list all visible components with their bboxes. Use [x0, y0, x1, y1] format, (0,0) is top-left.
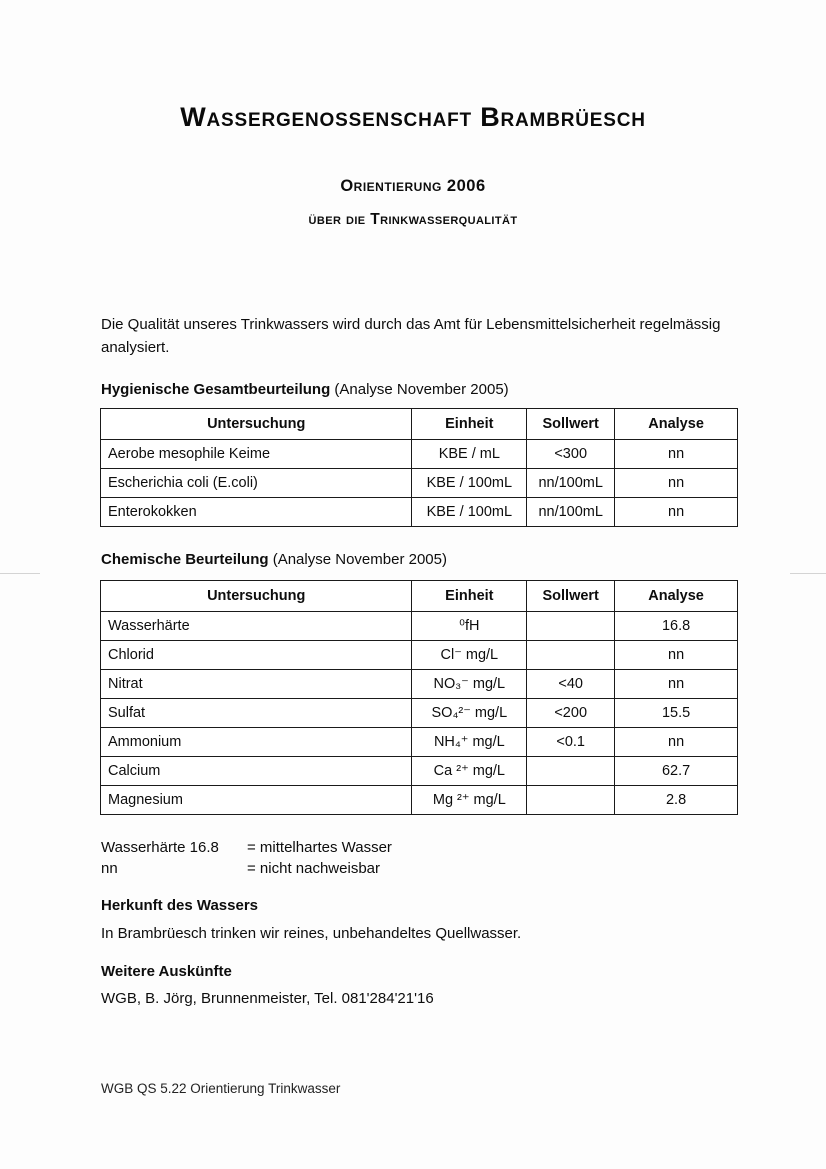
cell-name: Chlorid	[101, 641, 412, 670]
cell-sollwert: <300	[527, 440, 615, 469]
table-row	[101, 670, 738, 699]
page-title: Wassergenossenschaft Brambrüesch	[180, 102, 646, 133]
auskunft-contact-text: WGB, B. Jörg, Brunnenmeister, Tel. 081'284'21'16	[101, 990, 434, 1007]
cell-name: Escherichia coli (E.coli)	[101, 469, 412, 498]
legend-value: = mittelhartes Wasser	[247, 839, 392, 856]
cell-unit: Ca ²⁺ mg/L	[412, 757, 527, 786]
cell-name: Enterokokken	[101, 498, 412, 527]
cell-unit: NH₄⁺ mg/L	[412, 728, 527, 757]
cell-unit: KBE / mL	[412, 440, 527, 469]
cell-analyse: nn	[615, 440, 738, 469]
cell-sollwert: nn/100mL	[527, 469, 615, 498]
table-row	[101, 641, 738, 670]
cell-analyse: nn	[615, 469, 738, 498]
column-header-sollwert: Sollwert	[527, 409, 615, 440]
footer-reference: WGB QS 5.22 Orientierung Trinkwasser	[101, 1081, 341, 1096]
column-header-untersuchung: Untersuchung	[101, 581, 412, 612]
cell-analyse: nn	[615, 728, 738, 757]
cell-name: Calcium	[101, 757, 412, 786]
cell-unit: SO₄²⁻ mg/L	[412, 699, 527, 728]
legend-item	[101, 858, 392, 879]
cell-analyse: nn	[615, 670, 738, 699]
cell-sollwert	[527, 786, 615, 815]
cell-analyse: nn	[615, 641, 738, 670]
cell-unit: NO₃⁻ mg/L	[412, 670, 527, 699]
table-row	[101, 440, 738, 469]
auskunft-heading: Weitere Auskünfte	[101, 963, 232, 980]
cell-unit: Mg ²⁺ mg/L	[412, 786, 527, 815]
hygiene-heading-note: (Analyse November 2005)	[330, 381, 509, 398]
subtitle-orientation: Orientierung 2006	[340, 177, 486, 195]
legend-key: nn	[101, 860, 118, 877]
table-row	[101, 757, 738, 786]
cell-analyse: 2.8	[615, 786, 738, 815]
table-row	[101, 498, 738, 527]
column-header-einheit: Einheit	[412, 409, 527, 440]
chemical-section-heading	[101, 551, 447, 568]
scan-artifact	[790, 573, 826, 574]
cell-analyse: 62.7	[615, 757, 738, 786]
table-header-row	[101, 581, 738, 612]
subtitle-quality: über die Trinkwasserqualität	[308, 211, 518, 228]
cell-unit: KBE / 100mL	[412, 498, 527, 527]
table-row	[101, 728, 738, 757]
table-row	[101, 786, 738, 815]
chemical-heading-note: (Analyse November 2005)	[268, 551, 447, 568]
legend-item	[101, 837, 392, 858]
cell-sollwert	[527, 641, 615, 670]
herkunft-heading: Herkunft des Wassers	[101, 897, 259, 914]
cell-analyse: 15.5	[615, 699, 738, 728]
chemical-table	[100, 580, 738, 815]
column-header-analyse: Analyse	[615, 581, 738, 612]
column-header-analyse: Analyse	[615, 409, 738, 440]
cell-sollwert: <0.1	[527, 728, 615, 757]
legend-key: Wasserhärte 16.8	[101, 839, 219, 856]
legend-block	[101, 837, 392, 879]
chemical-heading-bold: Chemische Beurteilung	[101, 551, 269, 568]
cell-sollwert	[527, 612, 615, 641]
cell-analyse: 16.8	[615, 612, 738, 641]
cell-unit: KBE / 100mL	[412, 469, 527, 498]
cell-name: Wasserhärte	[101, 612, 412, 641]
table-row	[101, 469, 738, 498]
scan-artifact	[0, 573, 40, 574]
column-header-untersuchung: Untersuchung	[101, 409, 412, 440]
cell-sollwert	[527, 757, 615, 786]
cell-name: Magnesium	[101, 786, 412, 815]
hygiene-table	[100, 408, 738, 527]
cell-sollwert: <40	[527, 670, 615, 699]
hygiene-section-heading	[101, 381, 509, 398]
cell-unit: ⁰fH	[412, 612, 527, 641]
cell-sollwert: nn/100mL	[527, 498, 615, 527]
cell-unit: Cl⁻ mg/L	[412, 641, 527, 670]
cell-name: Nitrat	[101, 670, 412, 699]
intro-paragraph: Die Qualität unseres Trinkwassers wird durch das Amt für Lebensmittelsicherheit regelmässig analysiert.	[101, 316, 721, 356]
legend-value: = nicht nachweisbar	[247, 860, 380, 877]
herkunft-text: In Brambrüesch trinken wir reines, unbehandeltes Quellwasser.	[101, 925, 522, 942]
column-header-sollwert: Sollwert	[527, 581, 615, 612]
column-header-einheit: Einheit	[412, 581, 527, 612]
cell-analyse: nn	[615, 498, 738, 527]
table-row	[101, 612, 738, 641]
hygiene-heading-bold: Hygienische Gesamtbeurteilung	[101, 381, 331, 398]
cell-name: Ammonium	[101, 728, 412, 757]
cell-name: Sulfat	[101, 699, 412, 728]
cell-sollwert: <200	[527, 699, 615, 728]
cell-name: Aerobe mesophile Keime	[101, 440, 412, 469]
table-row	[101, 699, 738, 728]
table-header-row	[101, 409, 738, 440]
